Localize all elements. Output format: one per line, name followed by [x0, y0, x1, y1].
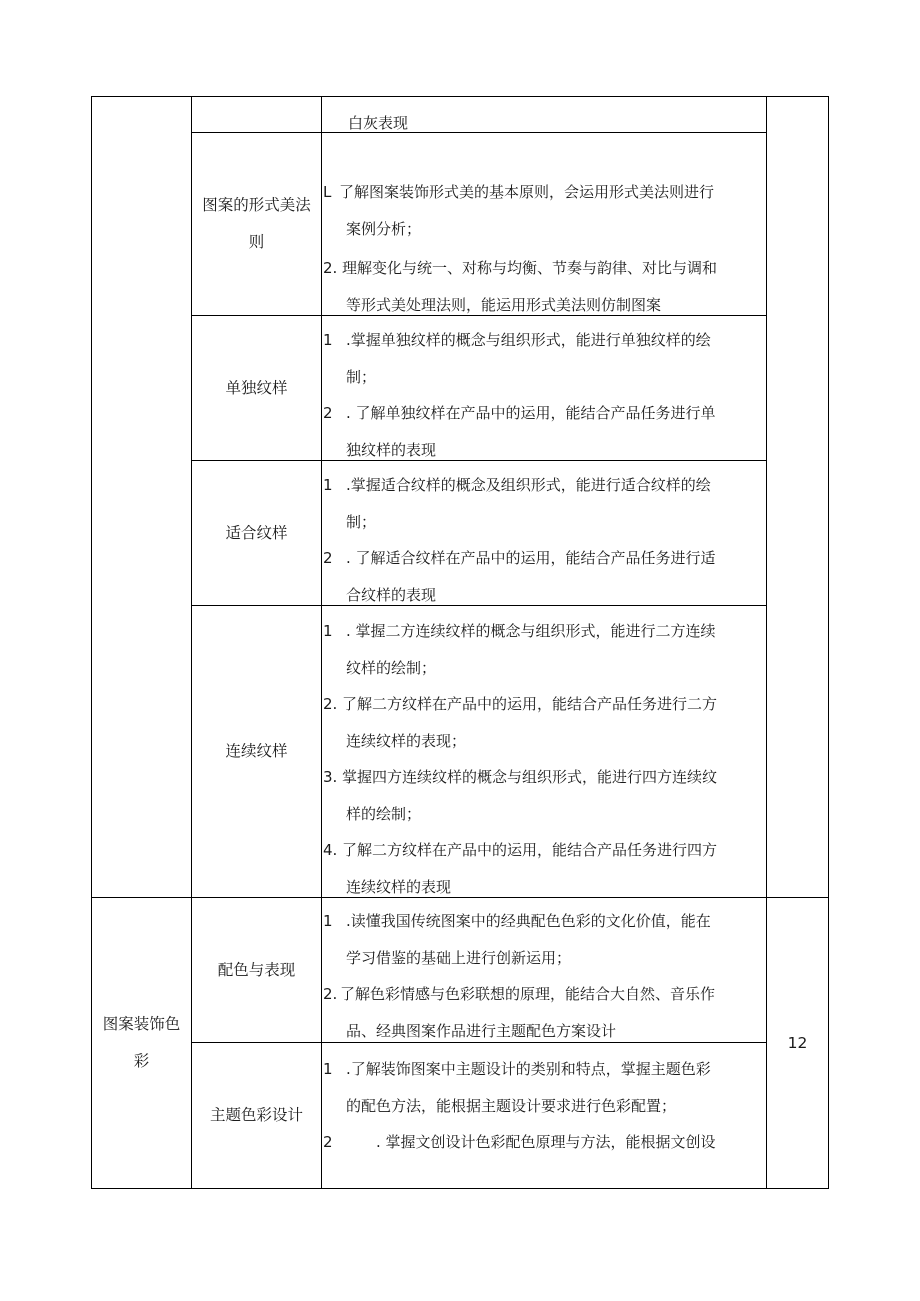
topic-label: 连续纹样 [225, 742, 288, 760]
item-number: 1 [323, 476, 333, 494]
list-item [322, 174, 766, 247]
list-item [322, 976, 766, 1049]
topic-cell [192, 898, 321, 1042]
list-item [322, 467, 766, 540]
item-text-cont: 案例分析； [346, 219, 422, 238]
item-number: 3. [323, 768, 338, 786]
item-number: 1 [323, 912, 333, 930]
content-cell [322, 903, 766, 1049]
item-text: . 掌握二方连续纹样的概念与组织形式，能进行二方连续 [346, 622, 716, 640]
item-text-cont: 制； [346, 367, 377, 386]
list-item [322, 1124, 766, 1161]
item-text: 了解图案装饰形式美的基本原则，会运用形式美法则进行 [339, 183, 715, 201]
item-number: 1 [323, 622, 333, 640]
item-number: 2. [323, 259, 338, 277]
topic-label: 则 [248, 233, 265, 251]
continued-text-cell [348, 105, 408, 142]
content-cell [322, 613, 766, 897]
item-text-cont: 的配色方法，能根据主题设计要求进行色彩配置； [346, 1096, 677, 1115]
topic-cell [192, 133, 321, 315]
item-text: . 了解单独纹样在产品中的运用，能结合产品任务进行单 [346, 404, 716, 422]
topic-label: 配色与表现 [217, 960, 296, 979]
list-item [322, 759, 766, 832]
list-item [322, 250, 766, 323]
item-text: . 掌握文创设计色彩配色原理与方法，能根据文创设 [346, 1133, 716, 1151]
item-text: 了解色彩情感与色彩联想的原理，能结合大自然、音乐作 [340, 985, 716, 1003]
item-text-cont: 连续纹样的表现； [346, 731, 467, 750]
topic-cell [192, 606, 321, 897]
item-number: 2 [323, 549, 333, 567]
item-text-cont: 等形式美处理法则，能运用形式美法则仿制图案 [346, 295, 662, 314]
topic-label: 适合纹样 [225, 523, 288, 542]
item-text: 了解二方纹样在产品中的运用，能结合产品任务进行四方 [342, 841, 718, 859]
continued-text: 白灰表现 [348, 114, 409, 132]
item-text-cont: 制； [346, 512, 377, 531]
list-item [322, 832, 766, 897]
item-number: 1 [323, 331, 333, 349]
item-text: .读懂我国传统图案中的经典配色色彩的文化价值，能在 [346, 912, 711, 930]
content-cell [322, 322, 766, 468]
topic-label: 图案的形式美法 [202, 196, 311, 214]
item-text-cont: 纹样的绘制； [346, 658, 437, 677]
item-text-cont: 品、经典图案作品进行主题配色方案设计 [346, 1021, 617, 1040]
item-number: 2 [323, 1133, 333, 1151]
hours-value: 12 [787, 1033, 808, 1052]
topic-cell [192, 1043, 321, 1188]
topic-cell [192, 316, 321, 460]
section-title-cell [92, 898, 191, 1188]
item-number: 2 [323, 404, 333, 422]
table-border-top [91, 96, 829, 97]
item-text: 掌握四方连续纹样的概念与组织形式，能进行四方连续纹 [342, 768, 718, 786]
item-number: 2. [323, 695, 338, 713]
item-text-cont: 独纹样的表现 [346, 440, 437, 459]
list-item [322, 903, 766, 976]
content-cell [322, 467, 766, 613]
list-item [322, 686, 766, 759]
item-text: 理解变化与统一、对称与均衡、节奏与韵律、对比与调和 [342, 259, 718, 277]
list-item [322, 322, 766, 395]
item-number: 2. [323, 985, 338, 1003]
item-text-cont: 合纹样的表现 [346, 585, 437, 604]
content-cell [322, 174, 766, 323]
item-number: L [323, 183, 332, 201]
item-text: 了解二方纹样在产品中的运用，能结合产品任务进行二方 [342, 695, 718, 713]
item-text: .了解装饰图案中主题设计的类别和特点，掌握主题色彩 [346, 1060, 711, 1078]
section-title: 图案装饰色 [102, 1015, 181, 1033]
list-item [322, 540, 766, 613]
topic-cell [192, 461, 321, 605]
table-border-bottom [91, 1188, 829, 1189]
item-text: . 了解适合纹样在产品中的运用，能结合产品任务进行适 [346, 549, 716, 567]
item-text-cont: 样的绘制； [346, 804, 422, 823]
hours-cell [767, 898, 828, 1188]
content-cell [322, 1051, 766, 1161]
topic-label: 主题色彩设计 [209, 1106, 303, 1124]
item-number: 1 [323, 1060, 333, 1078]
list-item [322, 395, 766, 468]
section-title: 彩 [133, 1052, 150, 1070]
item-number: 4. [323, 841, 338, 859]
item-text-cont: 连续纹样的表现 [346, 877, 452, 896]
item-text-cont: 学习借鉴的基础上进行创新运用； [346, 948, 572, 967]
table-border-right [828, 96, 829, 1189]
item-text: .掌握适合纹样的概念及组织形式，能进行适合纹样的绘 [346, 476, 711, 494]
item-text: .掌握单独纹样的概念与组织形式，能进行单独纹样的绘 [346, 331, 711, 349]
list-item [322, 613, 766, 686]
list-item [322, 1051, 766, 1124]
topic-label: 单独纹样 [225, 378, 288, 397]
